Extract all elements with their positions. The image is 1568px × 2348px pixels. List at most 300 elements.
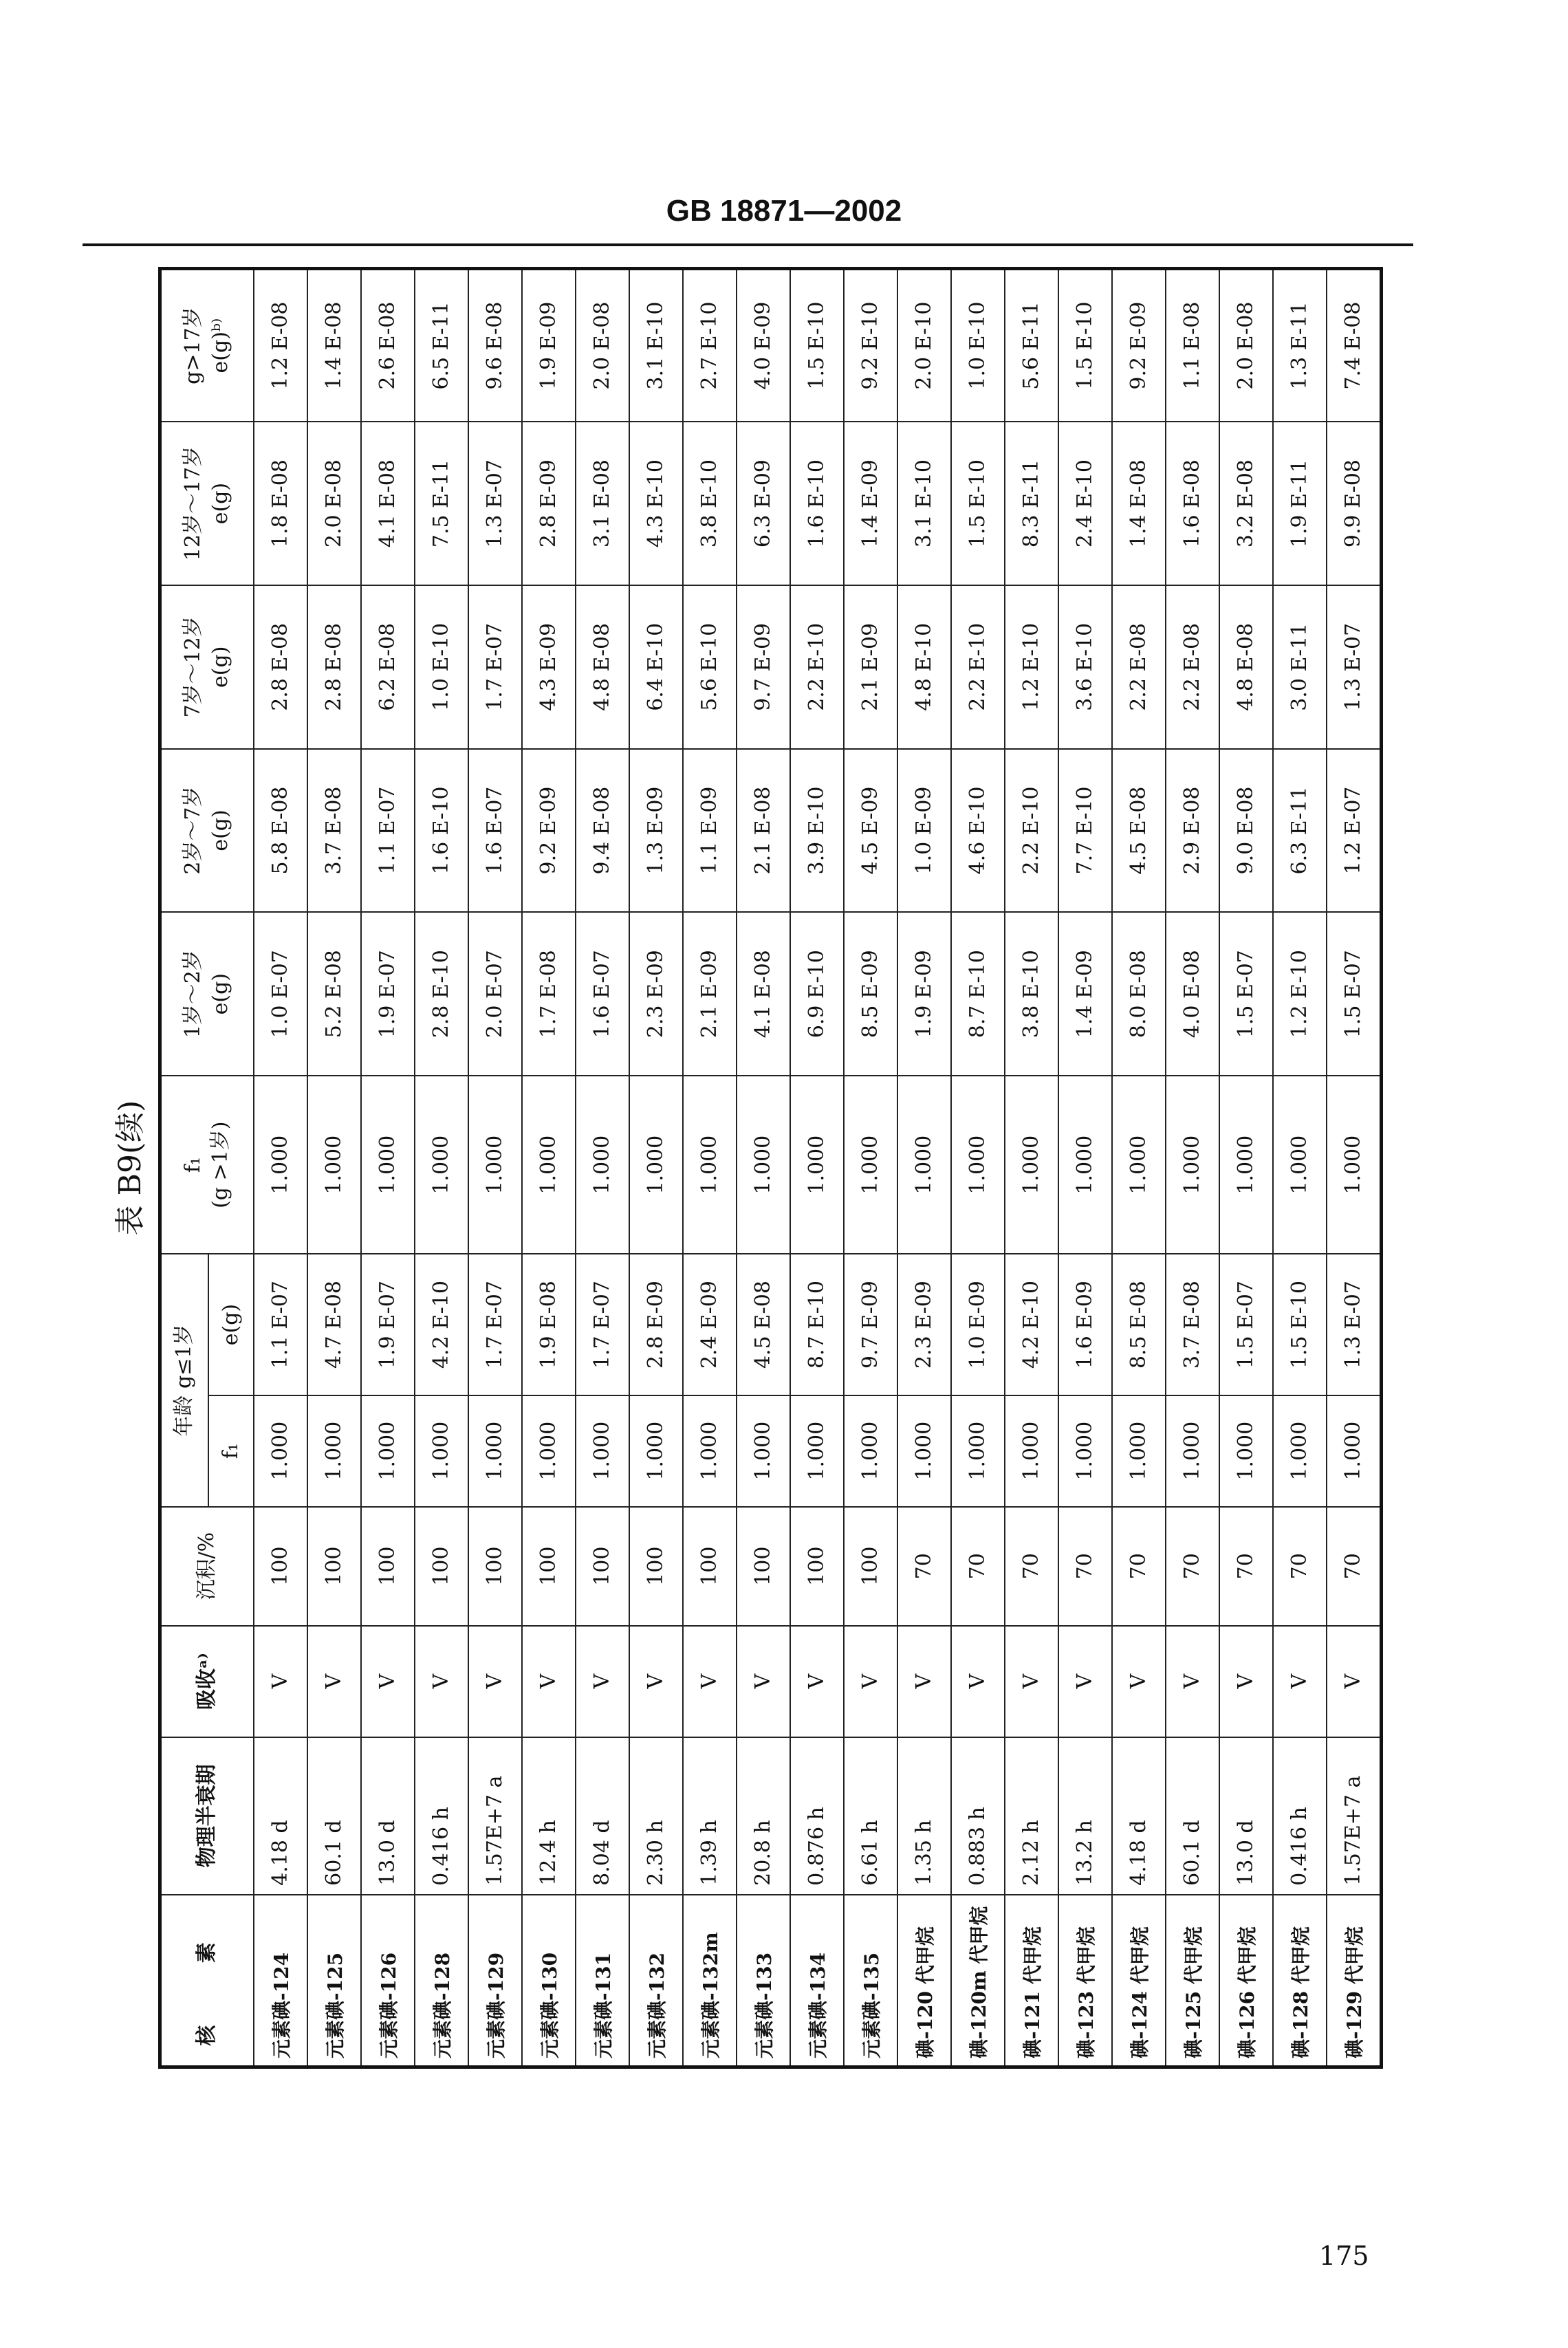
cell-e-gt17: 1.4 E-08: [307, 269, 361, 422]
cell-e-7-12: 5.6 E-10: [683, 585, 737, 749]
table-row: [844, 269, 897, 2067]
cell-e-2-7: 2.9 E-08: [1166, 749, 1219, 913]
cell-e-7-12: 2.8 E-08: [307, 585, 361, 749]
cell-e-2-7: 7.7 E-10: [1058, 749, 1112, 913]
table-row: [790, 269, 844, 2067]
cell-e-le1: 1.7 E-07: [468, 1254, 522, 1395]
cell-e-le1: 1.7 E-07: [576, 1254, 629, 1395]
cell-absorption: V: [576, 1626, 629, 1737]
cell-e-7-12: 2.1 E-09: [844, 585, 897, 749]
cell-e-12-17: 1.4 E-08: [1112, 422, 1166, 585]
cell-f1-gt1: 1.000: [1219, 1076, 1273, 1254]
cell-f1-le1: 1.000: [1166, 1395, 1219, 1507]
cell-half-life: 60.1 d: [307, 1737, 361, 1895]
cell-deposition: 70: [951, 1507, 1005, 1626]
cell-e-gt17: 3.1 E-10: [629, 269, 683, 422]
cell-nuclide: 元素碘-124: [254, 1895, 307, 2067]
table-row: [576, 269, 629, 2067]
cell-e-1-2: 1.6 E-07: [576, 912, 629, 1076]
cell-half-life: 2.30 h: [629, 1737, 683, 1895]
cell-half-life: 13.0 d: [361, 1737, 415, 1895]
cell-deposition: 100: [629, 1507, 683, 1626]
cell-nuclide: 元素碘-135: [844, 1895, 897, 2067]
cell-deposition: 100: [844, 1507, 897, 1626]
table-row: [522, 269, 576, 2067]
cell-e-12-17: 1.9 E-11: [1273, 422, 1327, 585]
cell-nuclide: 碘-124 代甲烷: [1112, 1895, 1166, 2067]
cell-e-2-7: 1.1 E-09: [683, 749, 737, 913]
cell-nuclide: 元素碘-131: [576, 1895, 629, 2067]
cell-half-life: 1.39 h: [683, 1737, 737, 1895]
header-age-gt17: [160, 269, 254, 422]
header-age-gt17-eg: e(g)ᵇ⁾: [208, 318, 233, 373]
cell-nuclide: 元素碘-129: [468, 1895, 522, 2067]
cell-e-2-7: 1.1 E-07: [361, 749, 415, 913]
cell-deposition: 100: [522, 1507, 576, 1626]
cell-e-le1: 2.3 E-09: [897, 1254, 951, 1395]
cell-e-le1: 1.1 E-07: [254, 1254, 307, 1395]
cell-e-1-2: 2.3 E-09: [629, 912, 683, 1076]
table-body: [254, 269, 1382, 2067]
header-age-2-7-label: 2岁～7岁: [181, 786, 206, 875]
cell-e-2-7: 6.3 E-11: [1273, 749, 1327, 913]
cell-half-life: 2.12 h: [1005, 1737, 1058, 1895]
cell-f1-le1: 1.000: [1112, 1395, 1166, 1507]
cell-deposition: 100: [737, 1507, 790, 1626]
cell-e-gt17: 1.0 E-10: [951, 269, 1005, 422]
cell-f1-le1: 1.000: [629, 1395, 683, 1507]
cell-f1-le1: 1.000: [468, 1395, 522, 1507]
cell-e-gt17: 9.6 E-08: [468, 269, 522, 422]
cell-e-gt17: 2.0 E-08: [1219, 269, 1273, 422]
cell-e-2-7: 1.0 E-09: [897, 749, 951, 913]
cell-e-1-2: 1.9 E-07: [361, 912, 415, 1076]
cell-deposition: 70: [1327, 1507, 1382, 1626]
cell-deposition: 100: [361, 1507, 415, 1626]
cell-deposition: 70: [897, 1507, 951, 1626]
cell-nuclide: 元素碘-130: [522, 1895, 576, 2067]
cell-half-life: 20.8 h: [737, 1737, 790, 1895]
cell-half-life: 13.0 d: [1219, 1737, 1273, 1895]
cell-half-life: 0.883 h: [951, 1737, 1005, 1895]
cell-e-le1: 4.2 E-10: [1005, 1254, 1058, 1395]
cell-absorption: V: [307, 1626, 361, 1737]
cell-e-le1: 4.7 E-08: [307, 1254, 361, 1395]
cell-e-7-12: 4.8 E-08: [1219, 585, 1273, 749]
header-age-2-7: [160, 749, 254, 913]
cell-e-12-17: 9.9 E-08: [1327, 422, 1382, 585]
cell-absorption: V: [361, 1626, 415, 1737]
cell-e-12-17: 4.3 E-10: [629, 422, 683, 585]
cell-absorption: V: [522, 1626, 576, 1737]
cell-e-gt17: 7.4 E-08: [1327, 269, 1382, 422]
cell-e-gt17: 1.2 E-08: [254, 269, 307, 422]
cell-nuclide: 元素碘-125: [307, 1895, 361, 2067]
cell-e-1-2: 8.7 E-10: [951, 912, 1005, 1076]
cell-absorption: V: [415, 1626, 468, 1737]
table-row: [1166, 269, 1219, 2067]
cell-absorption: V: [1058, 1626, 1112, 1737]
cell-f1-le1: 1.000: [844, 1395, 897, 1507]
header-age-2-7-eg: e(g): [208, 809, 233, 851]
cell-e-1-2: 2.8 E-10: [415, 912, 468, 1076]
cell-e-7-12: 9.7 E-09: [737, 585, 790, 749]
cell-f1-gt1: 1.000: [844, 1076, 897, 1254]
cell-e-gt17: 9.2 E-09: [1112, 269, 1166, 422]
cell-f1-gt1: 1.000: [254, 1076, 307, 1254]
cell-f1-le1: 1.000: [790, 1395, 844, 1507]
cell-deposition: 100: [790, 1507, 844, 1626]
cell-e-7-12: 4.8 E-10: [897, 585, 951, 749]
cell-e-12-17: 1.5 E-10: [951, 422, 1005, 585]
cell-e-2-7: 1.2 E-07: [1327, 749, 1382, 913]
cell-f1-le1: 1.000: [897, 1395, 951, 1507]
cell-f1-gt1: 1.000: [468, 1076, 522, 1254]
cell-half-life: 0.876 h: [790, 1737, 844, 1895]
header-age-group: 年龄 g≤1岁: [160, 1254, 208, 1506]
cell-e-1-2: 1.2 E-10: [1273, 912, 1327, 1076]
cell-f1-gt1: 1.000: [1112, 1076, 1166, 1254]
cell-absorption: V: [737, 1626, 790, 1737]
header-age-12-17-label: 12岁～17岁: [181, 446, 206, 561]
cell-e-gt17: 9.2 E-10: [844, 269, 897, 422]
cell-e-le1: 2.4 E-09: [683, 1254, 737, 1395]
cell-e-le1: 8.5 E-08: [1112, 1254, 1166, 1395]
cell-f1-le1: 1.000: [683, 1395, 737, 1507]
cell-nuclide: 碘-120 代甲烷: [897, 1895, 951, 2067]
cell-e-12-17: 2.4 E-10: [1058, 422, 1112, 585]
cell-e-le1: 2.8 E-09: [629, 1254, 683, 1395]
cell-e-gt17: 4.0 E-09: [737, 269, 790, 422]
cell-f1-le1: 1.000: [361, 1395, 415, 1507]
cell-f1-gt1: 1.000: [1166, 1076, 1219, 1254]
cell-e-7-12: 2.2 E-10: [951, 585, 1005, 749]
cell-e-7-12: 4.3 E-09: [522, 585, 576, 749]
cell-f1-gt1: 1.000: [1273, 1076, 1327, 1254]
cell-half-life: 1.57E+7 a: [1327, 1737, 1382, 1895]
cell-half-life: 4.18 d: [254, 1737, 307, 1895]
cell-nuclide: 碘-123 代甲烷: [1058, 1895, 1112, 2067]
cell-f1-le1: 1.000: [737, 1395, 790, 1507]
cell-absorption: V: [951, 1626, 1005, 1737]
cell-e-2-7: 3.9 E-10: [790, 749, 844, 913]
table-row: [897, 269, 951, 2067]
header-age-1-2-eg: e(g): [208, 973, 233, 1015]
header-age-7-12-label: 7岁～12岁: [181, 616, 206, 718]
header-age-7-12-eg: e(g): [208, 646, 233, 688]
cell-e-le1: 9.7 E-09: [844, 1254, 897, 1395]
table-row: [468, 269, 522, 2067]
cell-nuclide: 元素碘-132: [629, 1895, 683, 2067]
cell-e-2-7: 2.1 E-08: [737, 749, 790, 913]
cell-e-7-12: 3.0 E-11: [1273, 585, 1327, 749]
cell-f1-gt1: 1.000: [307, 1076, 361, 1254]
cell-e-1-2: 4.1 E-08: [737, 912, 790, 1076]
cell-f1-le1: 1.000: [522, 1395, 576, 1507]
cell-e-2-7: 4.5 E-09: [844, 749, 897, 913]
cell-e-7-12: 2.2 E-08: [1112, 585, 1166, 749]
cell-e-2-7: 9.0 E-08: [1219, 749, 1273, 913]
cell-e-le1: 4.5 E-08: [737, 1254, 790, 1395]
cell-e-gt17: 5.6 E-11: [1005, 269, 1058, 422]
table-row: [737, 269, 790, 2067]
cell-f1-le1: 1.000: [415, 1395, 468, 1507]
cell-e-1-2: 1.7 E-08: [522, 912, 576, 1076]
cell-absorption: V: [1273, 1626, 1327, 1737]
cell-nuclide: 元素碘-132m: [683, 1895, 737, 2067]
header-rule: [83, 243, 1413, 246]
cell-absorption: V: [790, 1626, 844, 1737]
cell-e-le1: 1.5 E-07: [1219, 1254, 1273, 1395]
cell-absorption: V: [468, 1626, 522, 1737]
cell-e-1-2: 1.5 E-07: [1327, 912, 1382, 1076]
page-number: 175: [1319, 2241, 1369, 2271]
cell-e-gt17: 1.9 E-09: [522, 269, 576, 422]
cell-e-12-17: 3.1 E-10: [897, 422, 951, 585]
header-f1-gt1: [160, 1076, 254, 1254]
cell-f1-gt1: 1.000: [522, 1076, 576, 1254]
cell-deposition: 100: [307, 1507, 361, 1626]
table-row: [361, 269, 415, 2067]
cell-absorption: V: [254, 1626, 307, 1737]
cell-deposition: 100: [254, 1507, 307, 1626]
cell-e-2-7: 4.6 E-10: [951, 749, 1005, 913]
cell-e-le1: 1.9 E-08: [522, 1254, 576, 1395]
header-f1-gt1-line1: f₁: [181, 1157, 206, 1173]
table-row: [1327, 269, 1382, 2067]
cell-f1-gt1: 1.000: [897, 1076, 951, 1254]
cell-half-life: 60.1 d: [1166, 1737, 1219, 1895]
cell-half-life: 4.18 d: [1112, 1737, 1166, 1895]
cell-e-12-17: 1.3 E-07: [468, 422, 522, 585]
cell-e-1-2: 3.8 E-10: [1005, 912, 1058, 1076]
cell-e-le1: 1.3 E-07: [1327, 1254, 1382, 1395]
cell-e-7-12: 1.2 E-10: [1005, 585, 1058, 749]
header-age-12-17-eg: e(g): [208, 482, 233, 525]
cell-f1-le1: 1.000: [1219, 1395, 1273, 1507]
cell-e-le1: 4.2 E-10: [415, 1254, 468, 1395]
cell-deposition: 100: [683, 1507, 737, 1626]
cell-e-12-17: 1.4 E-09: [844, 422, 897, 585]
cell-absorption: V: [844, 1626, 897, 1737]
header-age-1-2-label: 1岁～2岁: [181, 950, 206, 1039]
header-e: e(g): [208, 1254, 254, 1395]
cell-half-life: 8.04 d: [576, 1737, 629, 1895]
header-age-7-12: [160, 585, 254, 749]
cell-deposition: 70: [1058, 1507, 1112, 1626]
cell-f1-gt1: 1.000: [576, 1076, 629, 1254]
table-row: [951, 269, 1005, 2067]
cell-deposition: 70: [1273, 1507, 1327, 1626]
cell-e-12-17: 4.1 E-08: [361, 422, 415, 585]
cell-f1-le1: 1.000: [1327, 1395, 1382, 1507]
cell-e-12-17: 3.1 E-08: [576, 422, 629, 585]
cell-e-le1: 1.6 E-09: [1058, 1254, 1112, 1395]
cell-nuclide: 元素碘-133: [737, 1895, 790, 2067]
cell-e-12-17: 1.8 E-08: [254, 422, 307, 585]
cell-e-7-12: 1.3 E-07: [1327, 585, 1382, 749]
cell-deposition: 70: [1005, 1507, 1058, 1626]
cell-e-1-2: 1.0 E-07: [254, 912, 307, 1076]
cell-e-gt17: 6.5 E-11: [415, 269, 468, 422]
cell-e-gt17: 2.0 E-08: [576, 269, 629, 422]
cell-f1-gt1: 1.000: [629, 1076, 683, 1254]
cell-deposition: 70: [1112, 1507, 1166, 1626]
table-row: [1219, 269, 1273, 2067]
cell-deposition: 100: [576, 1507, 629, 1626]
table-row: [1273, 269, 1327, 2067]
cell-e-2-7: 1.3 E-09: [629, 749, 683, 913]
header-age-1-2: [160, 912, 254, 1076]
cell-e-7-12: 3.6 E-10: [1058, 585, 1112, 749]
cell-half-life: 0.416 h: [1273, 1737, 1327, 1895]
cell-e-1-2: 8.0 E-08: [1112, 912, 1166, 1076]
header-absorption: 吸收ᵃ⁾: [160, 1626, 254, 1737]
cell-half-life: 6.61 h: [844, 1737, 897, 1895]
cell-e-7-12: 1.0 E-10: [415, 585, 468, 749]
cell-absorption: V: [1219, 1626, 1273, 1737]
cell-absorption: V: [897, 1626, 951, 1737]
cell-e-1-2: 1.5 E-07: [1219, 912, 1273, 1076]
cell-e-gt17: 2.6 E-08: [361, 269, 415, 422]
cell-e-1-2: 8.5 E-09: [844, 912, 897, 1076]
cell-e-1-2: 1.9 E-09: [897, 912, 951, 1076]
cell-e-12-17: 2.0 E-08: [307, 422, 361, 585]
cell-f1-gt1: 1.000: [737, 1076, 790, 1254]
cell-absorption: V: [683, 1626, 737, 1737]
cell-e-2-7: 1.6 E-10: [415, 749, 468, 913]
cell-half-life: 1.35 h: [897, 1737, 951, 1895]
cell-e-le1: 1.0 E-09: [951, 1254, 1005, 1395]
cell-e-7-12: 1.7 E-07: [468, 585, 522, 749]
cell-f1-gt1: 1.000: [790, 1076, 844, 1254]
cell-f1-le1: 1.000: [576, 1395, 629, 1507]
cell-nuclide: 碘-129 代甲烷: [1327, 1895, 1382, 2067]
cell-e-2-7: 4.5 E-08: [1112, 749, 1166, 913]
cell-absorption: V: [629, 1626, 683, 1737]
cell-e-2-7: 3.7 E-08: [307, 749, 361, 913]
cell-e-7-12: 2.8 E-08: [254, 585, 307, 749]
header-half-life: 物理半衰期: [160, 1737, 254, 1895]
cell-f1-gt1: 1.000: [361, 1076, 415, 1254]
cell-f1-le1: 1.000: [1005, 1395, 1058, 1507]
cell-e-7-12: 6.4 E-10: [629, 585, 683, 749]
table-row: [1112, 269, 1166, 2067]
cell-nuclide: 碘-120m 代甲烷: [951, 1895, 1005, 2067]
cell-e-gt17: 1.5 E-10: [790, 269, 844, 422]
cell-e-gt17: 1.5 E-10: [1058, 269, 1112, 422]
cell-absorption: V: [1112, 1626, 1166, 1737]
cell-half-life: 0.416 h: [415, 1737, 468, 1895]
cell-e-le1: 1.9 E-07: [361, 1254, 415, 1395]
table-row: [629, 269, 683, 2067]
cell-e-1-2: 2.1 E-09: [683, 912, 737, 1076]
table-row: [307, 269, 361, 2067]
dose-coefficient-table: [158, 267, 1383, 2069]
table-row: [1005, 269, 1058, 2067]
cell-f1-le1: 1.000: [1273, 1395, 1327, 1507]
cell-f1-le1: 1.000: [307, 1395, 361, 1507]
cell-nuclide: 碘-121 代甲烷: [1005, 1895, 1058, 2067]
header-f1: f₁: [208, 1395, 254, 1507]
cell-e-12-17: 8.3 E-11: [1005, 422, 1058, 585]
cell-e-12-17: 2.8 E-09: [522, 422, 576, 585]
header-nuclide: 核 素: [160, 1895, 254, 2067]
cell-e-le1: 1.5 E-10: [1273, 1254, 1327, 1395]
cell-e-12-17: 3.8 E-10: [683, 422, 737, 585]
cell-e-12-17: 3.2 E-08: [1219, 422, 1273, 585]
cell-e-7-12: 6.2 E-08: [361, 585, 415, 749]
cell-e-7-12: 2.2 E-10: [790, 585, 844, 749]
cell-deposition: 100: [468, 1507, 522, 1626]
rotated-table-area: [103, 267, 1366, 2069]
cell-e-12-17: 6.3 E-09: [737, 422, 790, 585]
cell-f1-le1: 1.000: [254, 1395, 307, 1507]
cell-f1-gt1: 1.000: [683, 1076, 737, 1254]
cell-nuclide: 元素碘-134: [790, 1895, 844, 2067]
table-row: [683, 269, 737, 2067]
cell-e-1-2: 6.9 E-10: [790, 912, 844, 1076]
cell-e-2-7: 2.2 E-10: [1005, 749, 1058, 913]
cell-absorption: V: [1166, 1626, 1219, 1737]
cell-nuclide: 碘-128 代甲烷: [1273, 1895, 1327, 2067]
table-caption: 表 B9(续): [113, 1100, 148, 1236]
cell-e-2-7: 5.8 E-08: [254, 749, 307, 913]
cell-e-7-12: 2.2 E-08: [1166, 585, 1219, 749]
cell-half-life: 1.57E+7 a: [468, 1737, 522, 1895]
cell-nuclide: 碘-125 代甲烷: [1166, 1895, 1219, 2067]
cell-e-1-2: 5.2 E-08: [307, 912, 361, 1076]
cell-f1-gt1: 1.000: [415, 1076, 468, 1254]
cell-f1-le1: 1.000: [951, 1395, 1005, 1507]
cell-deposition: 100: [415, 1507, 468, 1626]
cell-e-2-7: 9.4 E-08: [576, 749, 629, 913]
cell-e-2-7: 9.2 E-09: [522, 749, 576, 913]
cell-absorption: V: [1327, 1626, 1382, 1737]
cell-e-le1: 3.7 E-08: [1166, 1254, 1219, 1395]
cell-absorption: V: [1005, 1626, 1058, 1737]
cell-f1-gt1: 1.000: [1327, 1076, 1382, 1254]
cell-e-le1: 8.7 E-10: [790, 1254, 844, 1395]
cell-f1-gt1: 1.000: [1058, 1076, 1112, 1254]
table-row: [254, 269, 307, 2067]
header-deposition: 沉积/%: [160, 1507, 254, 1626]
table-row: [1058, 269, 1112, 2067]
cell-e-1-2: 4.0 E-08: [1166, 912, 1219, 1076]
cell-e-12-17: 1.6 E-08: [1166, 422, 1219, 585]
cell-e-2-7: 1.6 E-07: [468, 749, 522, 913]
cell-e-gt17: 2.7 E-10: [683, 269, 737, 422]
header-age-gt17-label: g>17岁: [181, 307, 206, 384]
cell-f1-gt1: 1.000: [1005, 1076, 1058, 1254]
cell-e-gt17: 1.1 E-08: [1166, 269, 1219, 422]
cell-f1-gt1: 1.000: [951, 1076, 1005, 1254]
header-age-12-17: [160, 422, 254, 585]
document-header-title: GB 18871—2002: [666, 194, 902, 228]
cell-nuclide: 元素碘-126: [361, 1895, 415, 2067]
cell-deposition: 70: [1219, 1507, 1273, 1626]
cell-nuclide: 元素碘-128: [415, 1895, 468, 2067]
cell-half-life: 12.4 h: [522, 1737, 576, 1895]
cell-e-12-17: 7.5 E-11: [415, 422, 468, 585]
cell-e-7-12: 4.8 E-08: [576, 585, 629, 749]
cell-deposition: 70: [1166, 1507, 1219, 1626]
cell-nuclide: 碘-126 代甲烷: [1219, 1895, 1273, 2067]
table-row: [415, 269, 468, 2067]
cell-e-gt17: 2.0 E-10: [897, 269, 951, 422]
cell-f1-le1: 1.000: [1058, 1395, 1112, 1507]
cell-e-1-2: 2.0 E-07: [468, 912, 522, 1076]
